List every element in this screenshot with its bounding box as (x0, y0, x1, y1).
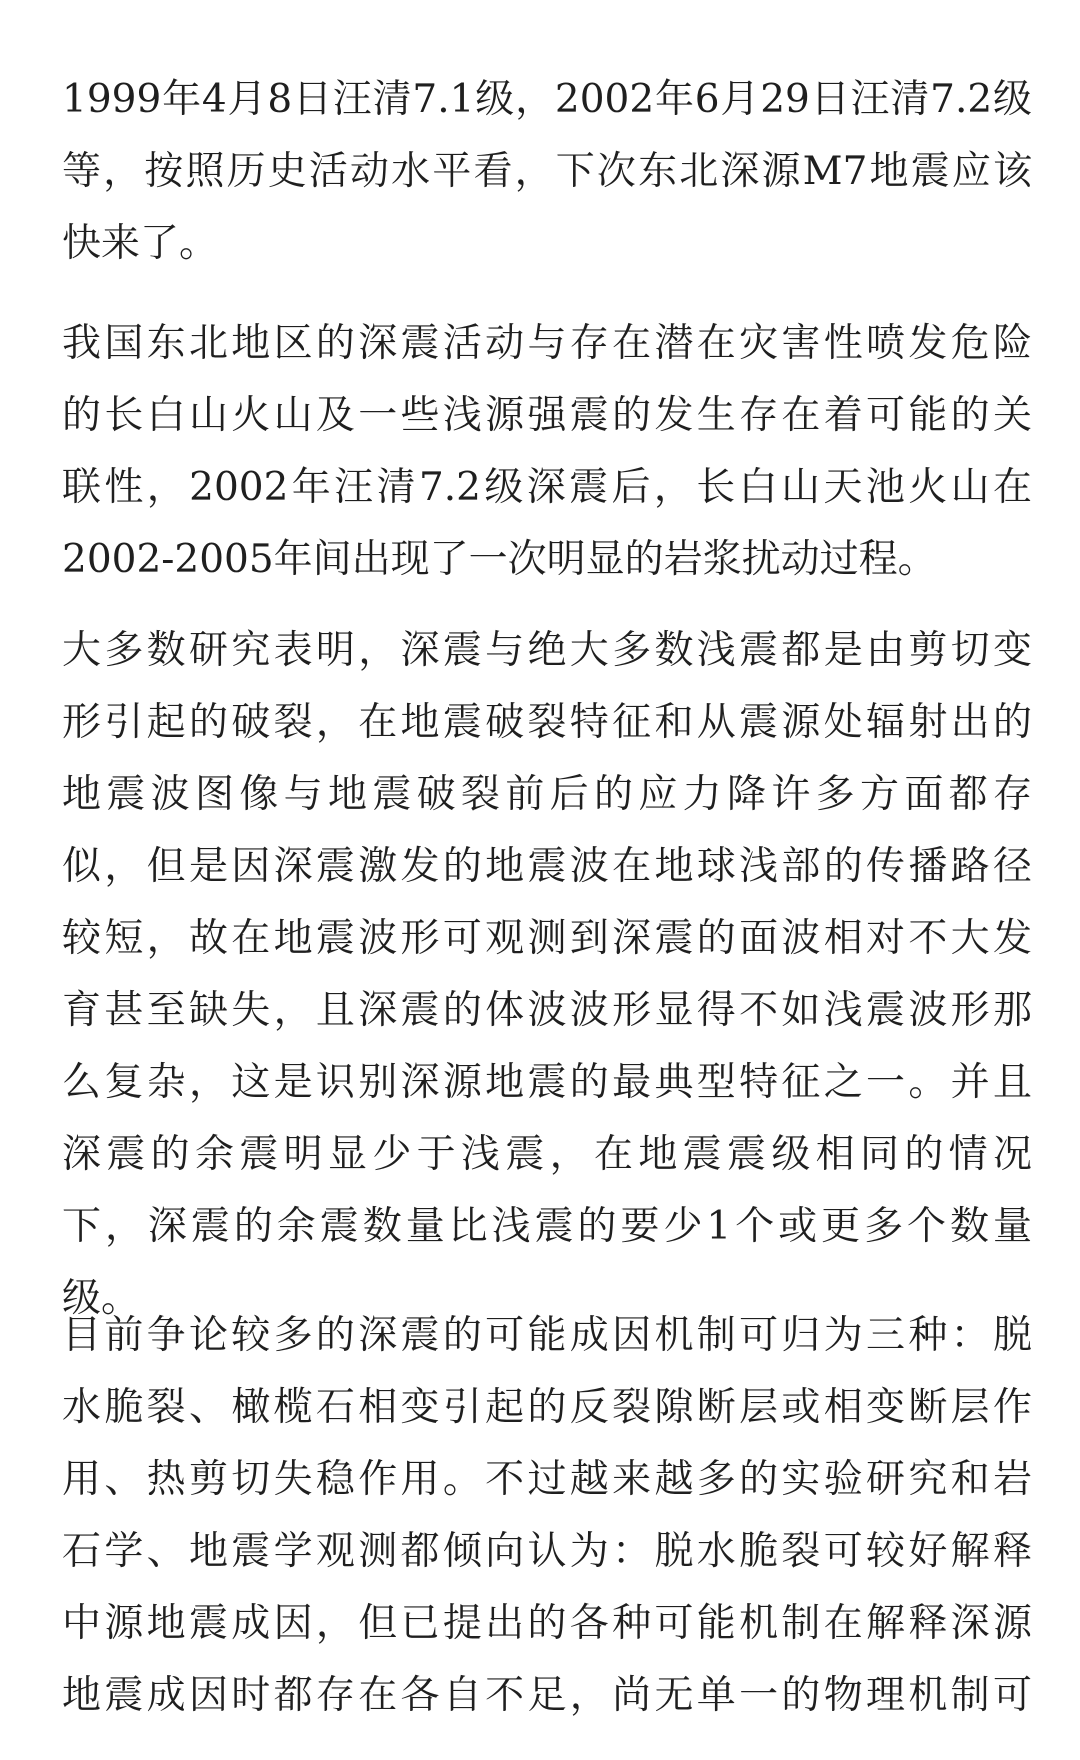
text-line: 2002-2005年间出现了一次明显的岩浆扰动过程。 (62, 537, 937, 582)
text-line: 目前争论较多的深震的可能成因机制可归为三种：脱 (62, 1313, 1032, 1358)
text-line: 么复杂，这是识别深源地震的最典型特征之一。并且 (62, 1060, 1032, 1105)
text-line: 用、热剪切失稳作用。不过越来越多的实验研究和岩 (62, 1457, 1032, 1502)
text-line: 地震成因时都存在各自不足，尚无单一的物理机制可 (62, 1673, 1032, 1718)
paragraph-1 (62, 64, 1032, 280)
text-line: 似，但是因深震激发的地震波在地球浅部的传播路径 (62, 844, 1032, 889)
text-line: 1999年4月8日汪清7.1级，2002年6月29日汪清7.2级 (62, 77, 1032, 122)
text-line: 快来了。 (62, 221, 219, 266)
text-line: 下，深震的余震数量比浅震的要少1个或更多个数量 (62, 1204, 1032, 1249)
text-line: 石学、地震学观测都倾向认为：脱水脆裂可较好解释 (62, 1529, 1032, 1574)
text-line: 联性，2002年汪清7.2级深震后，长白山天池火山在 (62, 465, 1032, 510)
text-line: 地震波图像与地震破裂前后的应力降许多方面都存 (62, 772, 1032, 817)
text-line: 中源地震成因，但已提出的各种可能机制在解释深源 (62, 1601, 1032, 1646)
text-line: 育甚至缺失，且深震的体波波形显得不如浅震波形那 (62, 988, 1032, 1033)
text-line: 水脆裂、橄榄石相变引起的反裂隙断层或相变断层作 (62, 1385, 1032, 1430)
paragraph-3 (62, 615, 1032, 1335)
text-line: 的长白山火山及一些浅源强震的发生存在着可能的关 (62, 393, 1032, 438)
paragraph-4 (62, 1300, 1032, 1732)
text-line: 级。 (62, 1276, 141, 1321)
text-line: 形引起的破裂，在地震破裂特征和从震源处辐射出的 (62, 700, 1032, 745)
text-line: 深震的余震明显少于浅震，在地震震级相同的情况 (62, 1132, 1032, 1177)
text-line: 我国东北地区的深震活动与存在潜在灾害性喷发危险 (62, 321, 1032, 366)
paragraph-2 (62, 308, 1032, 596)
text-line: 较短，故在地震波形可观测到深震的面波相对不大发 (62, 916, 1032, 961)
text-line: 等，按照历史活动水平看，下次东北深源M7地震应该 (62, 149, 1032, 194)
text-line: 大多数研究表明，深震与绝大多数浅震都是由剪切变 (62, 628, 1032, 673)
